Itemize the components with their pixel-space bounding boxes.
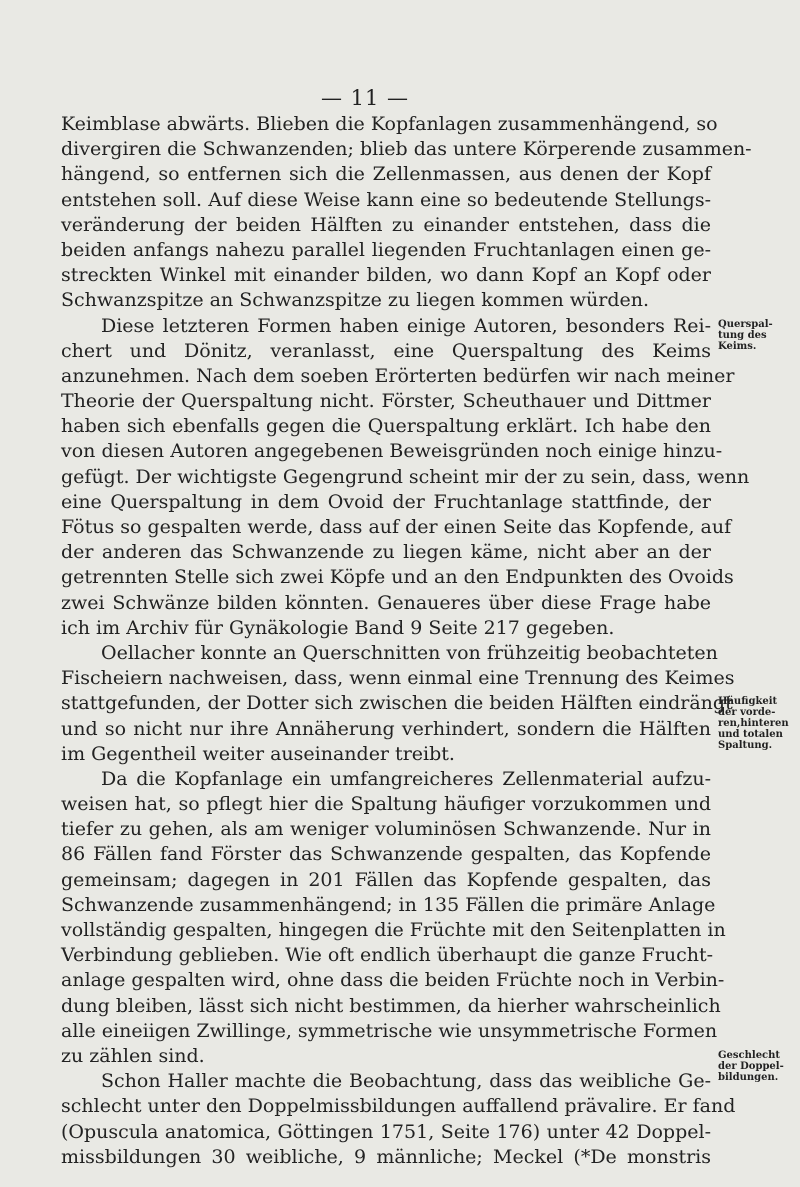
marginal-note-line: ren,hinteren xyxy=(718,718,789,729)
text-line: eine Querspaltung in dem Ovoid der Fruchtanlage stattfinde, der xyxy=(61,490,711,513)
text-line: von diesen Autoren angegebenen Beweisgründen noch einige hinzu- xyxy=(61,440,723,463)
text-line: divergiren die Schwanzenden; blieb das untere Körperende zusammen- xyxy=(61,138,752,161)
text-line: zwei Schwänze bilden könnten. Genaueres über diese Frage habe xyxy=(61,591,711,614)
text-line: und so nicht nur ihre Annäherung verhindert, sondern die Hälften xyxy=(61,717,711,740)
text-line: der anderen das Schwanzende zu liegen käme, nicht aber an der xyxy=(61,541,711,564)
marginal-note-line: Spaltung. xyxy=(718,740,773,751)
marginal-note-line: Geschlecht xyxy=(718,1050,781,1061)
text-line: tiefer zu gehen, als am weniger voluminösen Schwanzende. Nur in xyxy=(61,818,711,841)
marginal-note-geschlecht xyxy=(718,1050,800,1083)
marginal-note-line: Keims. xyxy=(718,341,757,352)
marginal-note-querspaltung xyxy=(718,319,800,352)
text-line: schlecht unter den Doppelmissbildungen auffallend prävalire. Er fand xyxy=(61,1095,736,1118)
text-line: Schwanzende zusammenhängend; in 135 Fällen die primäre Anlage xyxy=(61,893,716,916)
text-line: stattgefunden, der Dotter sich zwischen die beiden Hälften eindrängt xyxy=(61,692,733,715)
text-line: Verbindung geblieben. Wie oft endlich überhaupt die ganze Frucht- xyxy=(61,944,714,967)
text-line: weisen hat, so pflegt hier die Spaltung häufiger vorzukommen und xyxy=(61,793,711,816)
text-line: missbildungen 30 weibliche, 9 männliche; Meckel (*De monstris xyxy=(61,1145,711,1168)
page-number: — 11 — xyxy=(320,86,410,110)
text-line: (Opuscula anatomica, Göttingen 1751, Seite 176) unter 42 Doppel- xyxy=(61,1120,711,1143)
marginal-note-line: der vorde- xyxy=(718,707,776,718)
marginal-note-line: tung des xyxy=(718,330,767,341)
text-line: getrennten Stelle sich zwei Köpfe und an den Endpunkten des Ovoids xyxy=(61,566,734,589)
text-line: Schon Haller machte die Beobachtung, dass das weibliche Ge- xyxy=(101,1070,711,1093)
text-line: haben sich ebenfalls gegen die Querspaltung erklärt. Ich habe den xyxy=(61,415,711,438)
text-line: anlage gespalten wird, ohne dass die beiden Früchte noch in Verbin- xyxy=(61,969,725,992)
text-line: chert und Dönitz, veranlasst, eine Querspaltung des Keims xyxy=(61,339,711,362)
text-line: ich im Archiv für Gynäkologie Band 9 Seite 217 gegeben. xyxy=(61,616,615,639)
text-line: Theorie der Querspaltung nicht. Förster, Scheuthauer und Dittmer xyxy=(61,390,711,413)
text-line: hängend, so entfernen sich die Zellenmassen, aus denen der Kopf xyxy=(61,163,711,186)
text-line: anzunehmen. Nach dem soeben Erörterten bedürfen wir nach meiner xyxy=(61,364,735,387)
text-line: streckten Winkel mit einander bilden, wo dann Kopf an Kopf oder xyxy=(61,264,711,287)
text-line: beiden anfangs nahezu parallel liegenden Fruchtanlagen einen ge- xyxy=(61,238,711,261)
text-line: Oellacher konnte an Querschnitten von frühzeitig beobachteten xyxy=(101,641,718,664)
marginal-note-line: bildungen. xyxy=(718,1072,779,1083)
text-line: 86 Fällen fand Förster das Schwanzende gespalten, das Kopfende xyxy=(61,843,711,866)
text-line: gefügt. Der wichtigste Gegengrund scheint mir der zu sein, dass, wenn xyxy=(61,465,750,488)
marginal-note-haeufigkeit xyxy=(718,696,800,751)
text-line: im Gegentheil weiter auseinander treibt. xyxy=(61,742,455,765)
text-line: entstehen soll. Auf diese Weise kann eine so bedeutende Stellungs- xyxy=(61,188,711,211)
text-line: alle eineiigen Zwillinge, symmetrische wie unsymmetrische Formen xyxy=(61,1019,718,1042)
text-line: gemeinsam; dagegen in 201 Fällen das Kopfende gespalten, das xyxy=(61,868,711,891)
text-line: veränderung der beiden Hälften zu einander entstehen, dass die xyxy=(61,213,711,236)
text-line: Da die Kopfanlage ein umfangreicheres Zellenmaterial aufzu- xyxy=(101,767,711,790)
text-line: Keimblase abwärts. Blieben die Kopfanlagen zusammenhängend, so xyxy=(61,113,718,135)
marginal-note-line: der Doppel- xyxy=(718,1061,784,1072)
marginal-note-line: Häufigkeit xyxy=(718,696,778,707)
text-line: dung bleiben, lässt sich nicht bestimmen, da hierher wahrscheinlich xyxy=(61,994,721,1017)
text-line: Schwanzspitze an Schwanzspitze zu liegen kommen würden. xyxy=(61,289,650,312)
text-line: vollständig gespalten, hingegen die Früchte mit den Seitenplatten in xyxy=(61,919,726,941)
marginal-note-line: Querspal- xyxy=(718,319,773,330)
marginal-note-line: und totalen xyxy=(718,729,783,740)
text-line: Fötus so gespalten werde, dass auf der einen Seite das Kopfende, auf xyxy=(61,516,732,538)
text-line: Fischeiern nachweisen, dass, wenn einmal eine Trennung des Keimes xyxy=(61,667,735,690)
text-line: zu zählen sind. xyxy=(61,1044,205,1067)
text-line: Diese letzteren Formen haben einige Autoren, besonders Rei- xyxy=(101,314,711,337)
